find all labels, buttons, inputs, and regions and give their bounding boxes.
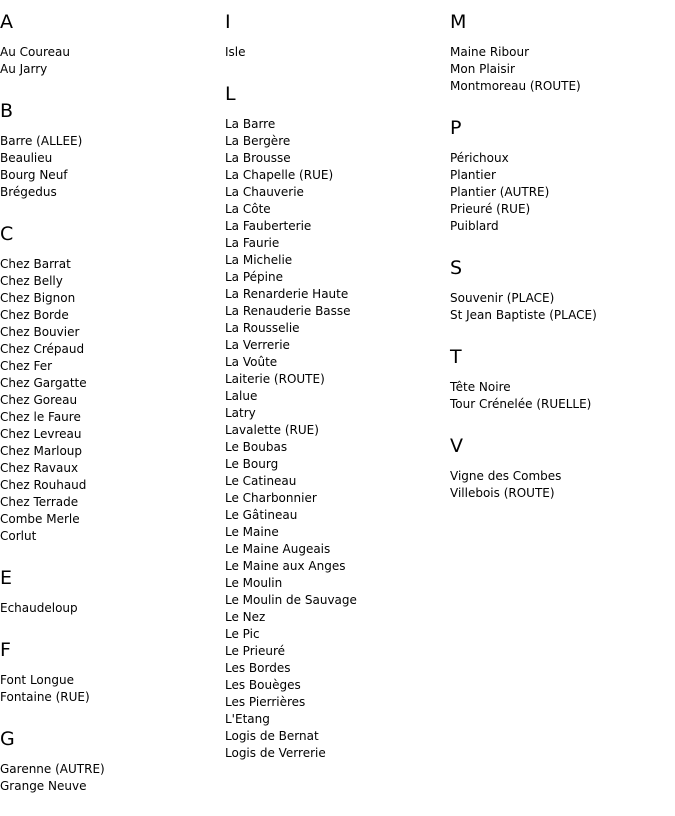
place-entry: Chez Bignon bbox=[0, 291, 76, 305]
place-entry: Latry bbox=[225, 406, 256, 420]
place-entry: Lavalette (RUE) bbox=[225, 423, 319, 437]
place-entry: Chez Belly bbox=[0, 274, 63, 288]
place-list bbox=[450, 379, 670, 413]
place-entry: Le Moulin bbox=[225, 576, 283, 590]
place-entry: Corlut bbox=[0, 529, 37, 543]
place-list bbox=[0, 672, 220, 706]
place-list bbox=[450, 150, 670, 235]
place-list bbox=[0, 44, 220, 78]
place-entry: Souvenir (PLACE) bbox=[450, 291, 555, 305]
place-entry: Chez Crépaud bbox=[0, 342, 85, 356]
place-entry: Les Pierrières bbox=[225, 695, 306, 709]
place-entry: Le Prieuré bbox=[225, 644, 286, 658]
letter-heading: C bbox=[0, 223, 14, 245]
place-entry: La Côte bbox=[225, 202, 271, 216]
place-entry: Le Bourg bbox=[225, 457, 279, 471]
letter-group-c bbox=[0, 222, 220, 545]
place-entry: La Voûte bbox=[225, 355, 278, 369]
place-entry: Au Coureau bbox=[0, 45, 70, 59]
place-list bbox=[225, 44, 445, 61]
place-entry: Le Maine bbox=[225, 525, 279, 539]
letter-heading: I bbox=[225, 11, 231, 33]
place-entry: Chez Marloup bbox=[0, 444, 83, 458]
index-column-1 bbox=[0, 10, 220, 816]
place-entry: Garenne (AUTRE) bbox=[0, 762, 105, 776]
place-entry: Grange Neuve bbox=[0, 779, 87, 793]
place-entry: Chez Levreau bbox=[0, 427, 82, 441]
place-entry: Chez Rouhaud bbox=[0, 478, 87, 492]
place-entry: Au Jarry bbox=[0, 62, 48, 76]
place-entry: La Bergère bbox=[225, 134, 291, 148]
letter-heading: S bbox=[450, 257, 463, 279]
letter-group-v bbox=[450, 434, 670, 502]
place-entry: Tête Noire bbox=[450, 380, 511, 394]
letter-group-f bbox=[0, 638, 220, 706]
place-entry: Chez Barrat bbox=[0, 257, 71, 271]
place-entry: La Verrerie bbox=[225, 338, 290, 352]
place-entry: Chez Goreau bbox=[0, 393, 78, 407]
letter-group-b bbox=[0, 99, 220, 201]
place-entry: Tour Crénelée (RUELLE) bbox=[450, 397, 592, 411]
place-entry: Brégedus bbox=[0, 185, 57, 199]
index-column-3 bbox=[450, 10, 670, 523]
place-entry: Combe Merle bbox=[0, 512, 80, 526]
letter-heading: B bbox=[0, 100, 14, 122]
place-entry: Périchoux bbox=[450, 151, 509, 165]
letter-heading: A bbox=[0, 11, 13, 33]
letter-group-p bbox=[450, 116, 670, 235]
place-entry: Fontaine (RUE) bbox=[0, 690, 90, 704]
place-entry: La Chauverie bbox=[225, 185, 304, 199]
index-column-2 bbox=[225, 10, 445, 783]
place-entry: Maine Ribour bbox=[450, 45, 530, 59]
letter-group-g bbox=[0, 727, 220, 795]
place-entry: Chez le Faure bbox=[0, 410, 81, 424]
place-list bbox=[0, 256, 220, 545]
letter-heading: T bbox=[450, 346, 462, 368]
place-entry: Le Maine aux Anges bbox=[225, 559, 346, 573]
place-entry: La Renauderie Basse bbox=[225, 304, 351, 318]
letter-group-s bbox=[450, 256, 670, 324]
place-entry: Chez Bouvier bbox=[0, 325, 80, 339]
place-entry: La Pépine bbox=[225, 270, 283, 284]
place-entry: Les Bouèges bbox=[225, 678, 301, 692]
place-entry: Prieuré (RUE) bbox=[450, 202, 531, 216]
place-entry: Le Catineau bbox=[225, 474, 297, 488]
place-entry: Le Pic bbox=[225, 627, 260, 641]
place-entry: Bourg Neuf bbox=[0, 168, 68, 182]
place-entry: Plantier bbox=[450, 168, 496, 182]
place-entry: Montmoreau (ROUTE) bbox=[450, 79, 581, 93]
place-entry: Chez Terrade bbox=[0, 495, 79, 509]
place-entry: Barre (ALLEE) bbox=[0, 134, 83, 148]
letter-group-a bbox=[0, 10, 220, 78]
place-entry: Le Boubas bbox=[225, 440, 288, 454]
letter-group-m bbox=[450, 10, 670, 95]
place-entry: St Jean Baptiste (PLACE) bbox=[450, 308, 597, 322]
place-entry: Les Bordes bbox=[225, 661, 291, 675]
place-entry: Le Charbonnier bbox=[225, 491, 317, 505]
letter-group-t bbox=[450, 345, 670, 413]
place-entry: Le Moulin de Sauvage bbox=[225, 593, 357, 607]
place-entry: Lalue bbox=[225, 389, 258, 403]
place-entry: Logis de Bernat bbox=[225, 729, 319, 743]
letter-heading: E bbox=[0, 567, 13, 589]
place-entry: Chez Ravaux bbox=[0, 461, 79, 475]
place-entry: La Renarderie Haute bbox=[225, 287, 349, 301]
place-entry: La Fauberterie bbox=[225, 219, 312, 233]
place-entry: Le Nez bbox=[225, 610, 266, 624]
place-entry: Villebois (ROUTE) bbox=[450, 486, 555, 500]
letter-group-e bbox=[0, 566, 220, 617]
place-list bbox=[450, 44, 670, 95]
place-entry: Mon Plaisir bbox=[450, 62, 515, 76]
place-entry: La Barre bbox=[225, 117, 276, 131]
letter-heading: P bbox=[450, 117, 462, 139]
place-list bbox=[0, 761, 220, 795]
place-entry: Vigne des Combes bbox=[450, 469, 562, 483]
letter-heading: G bbox=[0, 728, 15, 750]
place-entry: Chez Gargatte bbox=[0, 376, 87, 390]
place-entry: La Rousselie bbox=[225, 321, 300, 335]
place-entry: Laiterie (ROUTE) bbox=[225, 372, 325, 386]
place-entry: La Faurie bbox=[225, 236, 280, 250]
place-entry: La Chapelle (RUE) bbox=[225, 168, 334, 182]
place-entry: Puiblard bbox=[450, 219, 499, 233]
place-list bbox=[225, 116, 445, 762]
place-entry: Beaulieu bbox=[0, 151, 53, 165]
place-entry: Chez Fer bbox=[0, 359, 53, 373]
place-entry: Logis de Verrerie bbox=[225, 746, 326, 760]
place-entry: Font Longue bbox=[0, 673, 74, 687]
place-entry: Isle bbox=[225, 45, 246, 59]
place-entry: Plantier (AUTRE) bbox=[450, 185, 550, 199]
letter-heading: M bbox=[450, 11, 467, 33]
place-list bbox=[0, 600, 220, 617]
letter-heading: V bbox=[450, 435, 463, 457]
place-list bbox=[450, 468, 670, 502]
letter-group-i bbox=[225, 10, 445, 61]
place-entry: La Brousse bbox=[225, 151, 291, 165]
place-entry: La Michelie bbox=[225, 253, 293, 267]
place-entry: Echaudeloup bbox=[0, 601, 78, 615]
letter-heading: F bbox=[0, 639, 11, 661]
place-entry: Le Gâtineau bbox=[225, 508, 298, 522]
place-entry: Chez Borde bbox=[0, 308, 69, 322]
place-list bbox=[450, 290, 670, 324]
place-entry: L'Etang bbox=[225, 712, 270, 726]
place-entry: Le Maine Augeais bbox=[225, 542, 331, 556]
letter-group-l bbox=[225, 82, 445, 762]
letter-heading: L bbox=[225, 83, 236, 105]
place-list bbox=[0, 133, 220, 201]
